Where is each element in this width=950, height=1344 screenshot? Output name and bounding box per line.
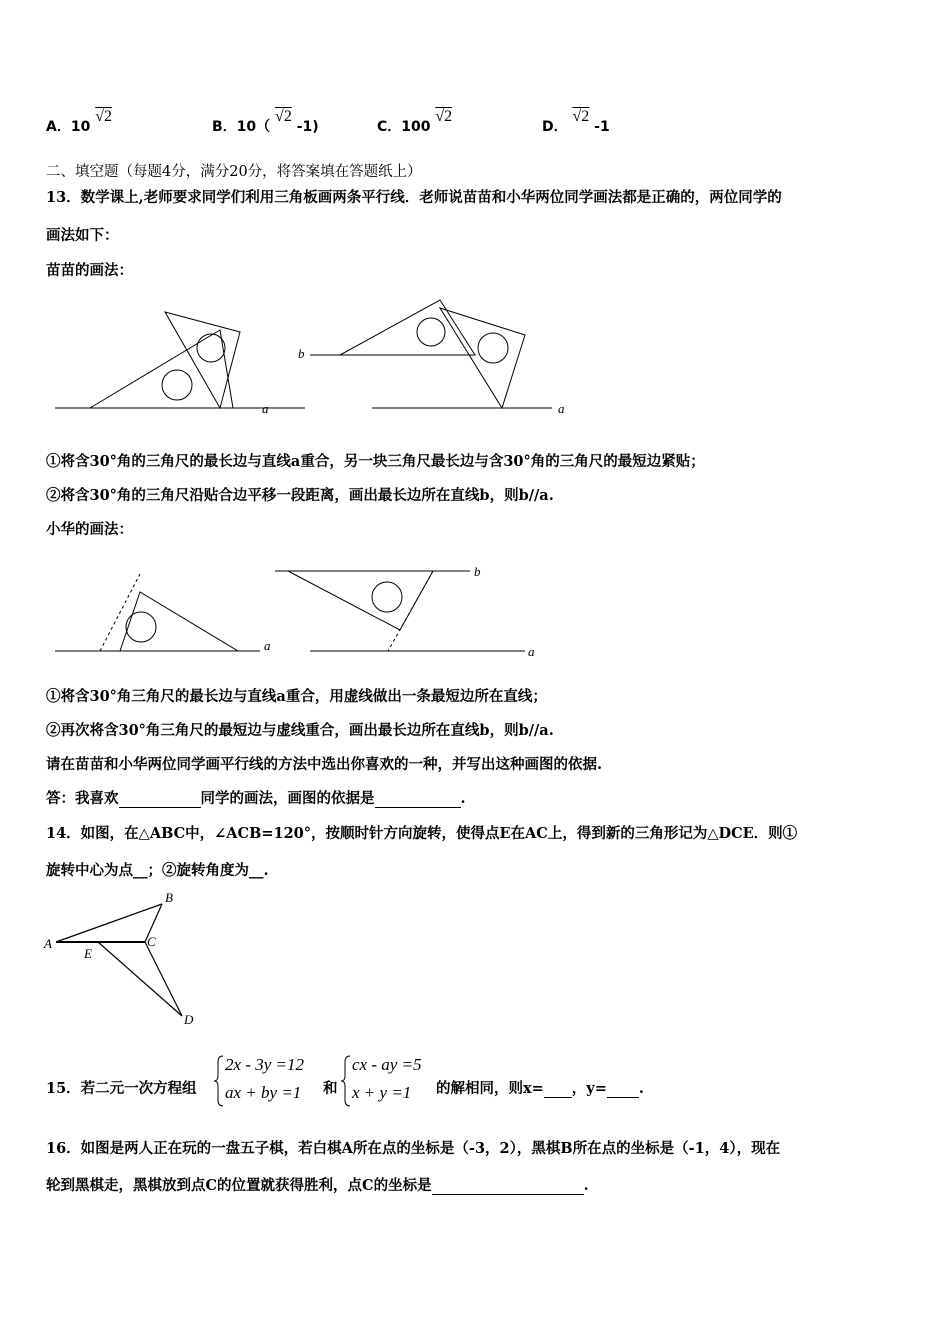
radical-exponent: √2 [95, 108, 112, 125]
q15-and: 和 [323, 1080, 338, 1097]
label-a: a [528, 644, 535, 659]
q16-line2: 轮到黑棋走，黑棋放到点C的位置就获得胜利，点C的坐标是 . [46, 1177, 589, 1194]
label-C: C [147, 934, 156, 949]
q15-prefix: 15．若二元一次方程组 [46, 1080, 197, 1097]
q13-line2: 画法如下： [46, 227, 119, 244]
triangle-slider [165, 312, 240, 408]
radical: √2 [572, 108, 590, 125]
triangle-hole [372, 582, 402, 612]
option-b [212, 108, 319, 136]
system2-eq2: x + y =1 [352, 1083, 412, 1102]
c-blank[interactable] [432, 1180, 584, 1195]
segment-ED [98, 942, 182, 1016]
option-d [542, 108, 610, 136]
triangle-hole [478, 333, 508, 363]
system1-eq1: 2x - 3y =12 [225, 1055, 304, 1074]
q14-figure [42, 888, 202, 1030]
dashed-line [100, 574, 140, 651]
q13-line1: 13．数学课上,老师要求同学们利用三角板画两条平行线．老师说苗苗和小华两位同学画法都是正确的，两位同学的 [46, 189, 782, 206]
brace-left [213, 1054, 225, 1108]
x-blank[interactable] [544, 1083, 572, 1098]
option-a [46, 108, 112, 136]
miaomiao-title: 苗苗的画法： [46, 262, 133, 279]
xiaohua-step2: ②再次将含30°角三角尺的最短边与虚线重合，画出最长边所在直线b，则b//a. [46, 722, 554, 739]
q13-prompt: 请在苗苗和小华两位同学画平行线的方法中选出你喜欢的一种，并写出这种画图的依据. [46, 756, 603, 773]
label-B: B [165, 890, 173, 905]
option-b-tail: -1) [296, 119, 319, 135]
y-blank[interactable] [607, 1083, 639, 1098]
label-D: D [184, 1012, 194, 1027]
label-b: b [474, 564, 481, 579]
label-E: E [84, 946, 92, 961]
q15-suffix: 的解相同，则x= ，y= . [436, 1080, 644, 1097]
label-a: a [262, 401, 269, 416]
label-a: a [558, 401, 565, 416]
option-d-tail: -1 [594, 119, 610, 135]
segment-CD [145, 942, 182, 1016]
answer-blank[interactable] [119, 793, 201, 808]
label-A: A [44, 936, 52, 951]
q14-line2: 旋转中心为点__；②旋转角度为__. [46, 862, 269, 879]
option-c [377, 108, 453, 136]
q13-answer: 答：我喜欢 同学的画法，画图的依据是 . [46, 790, 466, 807]
triangle-30deg [90, 330, 233, 408]
triangle-30deg-moved [288, 571, 433, 630]
label-a: a [264, 638, 271, 653]
label-b: b [298, 346, 305, 361]
answer-blank[interactable] [375, 793, 461, 808]
brace-right [340, 1054, 352, 1108]
triangle-30deg-moved [340, 300, 475, 355]
miaomiao-figure [50, 290, 590, 425]
triangle-hole [126, 612, 156, 642]
xiaohua-step1: ①将含30°角三角尺的最长边与直线a重合，用虚线做出一条最短边所在直线； [46, 688, 547, 705]
system2-eq1: cx - ay =5 [352, 1055, 422, 1074]
triangle-hole [417, 318, 445, 346]
radical-exponent: √2 [435, 108, 453, 125]
q16-line1: 16．如图是两人正在玩的一盘五子棋，若白棋A所在点的坐标是（-3，2），黑棋B所在点的坐标是（-1，4），现在 [46, 1140, 781, 1157]
option-b-label: B．10（ [212, 119, 271, 135]
section-heading: 二、填空题（每题4分，满分20分，将答案填在答题纸上） [46, 164, 422, 180]
radical: √2 [275, 108, 292, 125]
triangle-hole [197, 334, 225, 362]
option-d-label: D． [542, 119, 568, 135]
xiaohua-title: 小华的画法： [46, 521, 133, 538]
system1-eq2: ax + by =1 [225, 1083, 302, 1102]
triangle-30deg [120, 592, 238, 651]
miaomiao-step2: ②将含30°角的三角尺沿贴合边平移一段距离，画出最长边所在直线b，则b//a. [46, 487, 554, 504]
option-c-label: C．100 [377, 119, 431, 135]
option-a-label: A．10 [46, 119, 91, 135]
triangle-hole [162, 370, 192, 400]
miaomiao-step1: ①将含30°角的三角尺的最长边与直线a重合，另一块三角尺最长边与含30°角的三角尺的最短边紧贴； [46, 453, 705, 470]
q14-line1: 14．如图，在△ABC中，∠ACB=120°，按顺时针方向旋转，使得点E在AC上，得到新的三角形记为△DCE．则① [46, 825, 798, 842]
xiaohua-figure [50, 560, 550, 660]
